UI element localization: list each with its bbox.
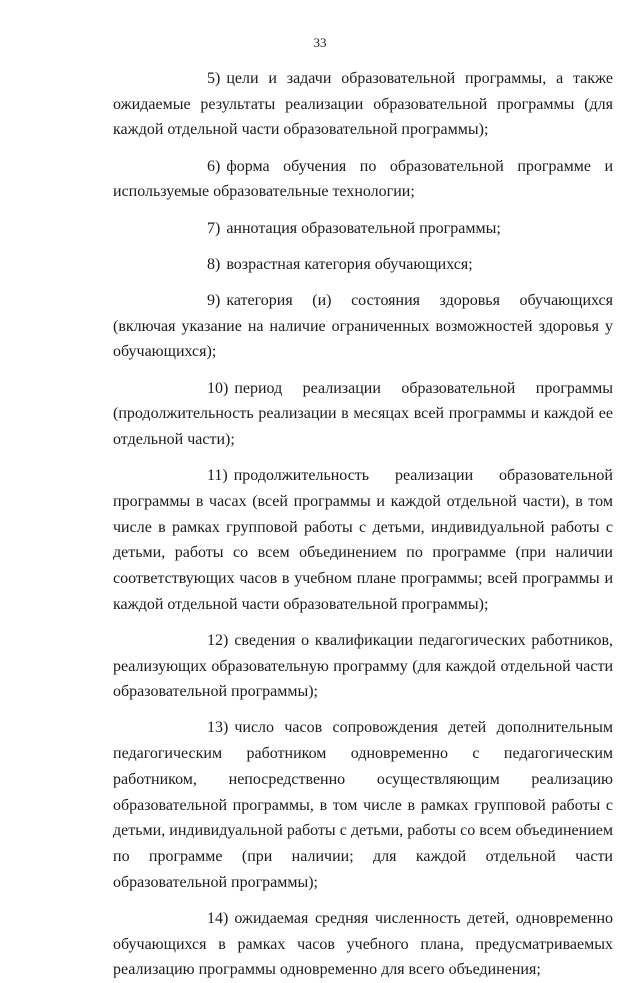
item-text: возрастная категория обучающихся; xyxy=(226,255,473,273)
item-number: 14) xyxy=(207,909,229,927)
item-text: аннотация образовательной программы; xyxy=(226,219,501,237)
item-text: цели и задачи образовательной программы, а также ожидаемые результаты реализации образовательной программы (для каждой отдельной части образовательной программы); xyxy=(113,70,613,139)
item-number: 11) xyxy=(207,467,228,485)
list-item-6 xyxy=(113,154,613,205)
list-item-13 xyxy=(113,715,613,895)
list-item-9 xyxy=(113,288,613,365)
item-number: 7) xyxy=(207,219,221,237)
list-item-8 xyxy=(113,252,613,278)
list-item-10 xyxy=(113,376,613,453)
item-number: 12) xyxy=(207,631,229,649)
item-number: 6) xyxy=(207,157,221,175)
list-item-11 xyxy=(113,463,613,617)
item-text: продолжительность реализации образовательной программы в часах (всей программы и каждой отдельной части), в том числе в рамках групповой работы с детьми, индивидуальной работы с детьми, работы со всем объединением по программе (при наличии соответствующих часов в учебном плане программы; всей программы и каждой отдельной части образовательной программы); xyxy=(113,467,613,613)
item-number: 5) xyxy=(207,70,221,87)
list-item-5 xyxy=(113,66,613,143)
item-number: 9) xyxy=(207,291,221,309)
list-item-7 xyxy=(113,216,613,242)
item-text: число часов сопровождения детей дополнительным педагогическим работником одновременно с педагогическим работником, непосредственно осуществляющим реализацию образовательной программы, в том числе в рамках групповой работы с детьми, индивидуальной работы с детьми, работы со всем объединением по программе (при наличии; для каждой отдельной части образовательной программы); xyxy=(113,719,613,891)
item-number: 10) xyxy=(207,379,229,397)
item-text: форма обучения по образовательной программе и используемые образовательные технологии; xyxy=(113,157,613,201)
item-text: период реализации образовательной программы (продолжительность реализации в месяцах всей программы и каждой ее отдельной части); xyxy=(113,379,613,448)
page-number: 33 xyxy=(313,35,327,50)
item-text: категория (и) состояния здоровья обучающихся (включая указание на наличие ограниченных возможностей здоровья у обучающихся); xyxy=(113,291,613,361)
list-item-14 xyxy=(113,906,613,983)
item-text: сведения о квалификации педагогических работников, реализующих образовательную программу (для каждой отдельной части образовательной программы); xyxy=(113,631,613,701)
item-number: 13) xyxy=(207,719,229,737)
list-item-12 xyxy=(113,628,613,705)
item-text: ожидаемая средняя численность детей, одновременно обучающихся в рамках часов учебного плана, предусматриваемых реализацию программы одновременно для всего объединения; xyxy=(113,909,613,979)
item-number: 8) xyxy=(207,255,221,273)
list-body xyxy=(113,66,613,983)
